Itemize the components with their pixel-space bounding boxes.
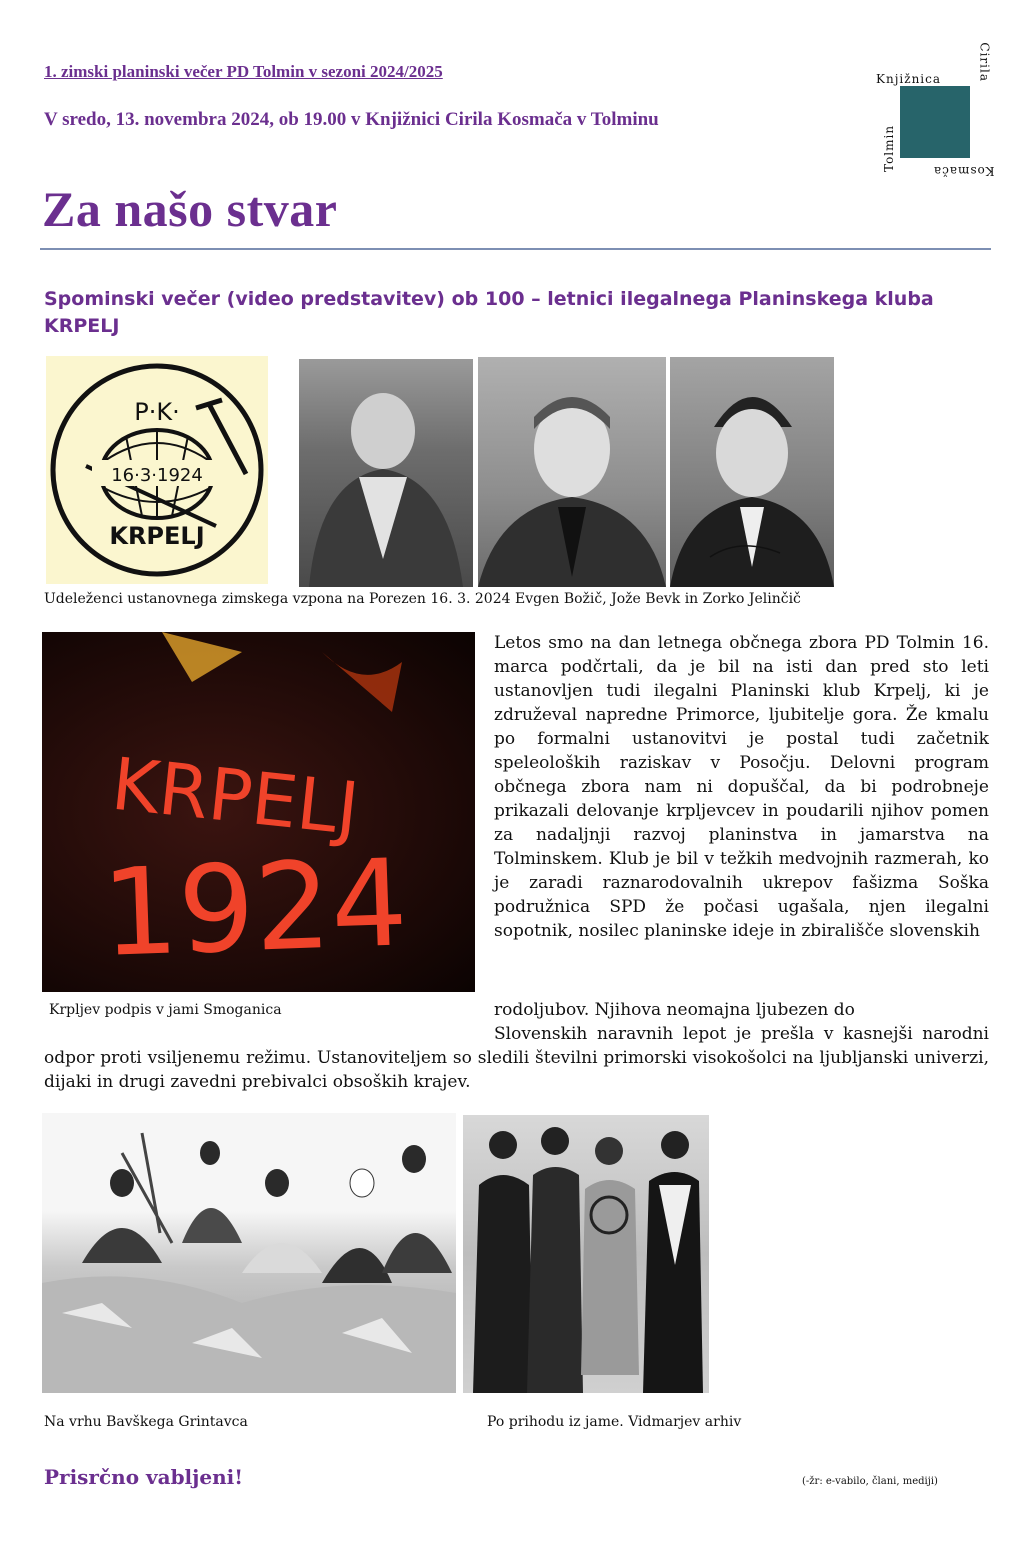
logo-word-right: Cirila — [978, 42, 992, 82]
logo-word-top: Knjižnica — [876, 72, 942, 86]
krpelj-badge-image — [46, 356, 268, 584]
portrait-photo-zorko-jelincic — [670, 357, 834, 587]
portrait-photo-joze-bevk — [478, 357, 666, 587]
portrait-photo-evgen-bozic — [299, 359, 473, 587]
article-column-last-line: rodoljubov. Njihova neomajna ljubezen do — [494, 1000, 855, 1020]
cave-inscription-photo — [42, 632, 475, 992]
caption-cave: Krpljev podpis v jami Smoganica — [49, 1002, 282, 1018]
inscription-line2: 1924 — [99, 834, 410, 984]
inscription-line1: KRPELJ — [107, 741, 363, 852]
logo-word-left: Tolmin — [882, 124, 896, 172]
logo-word-bottom: Kosmača — [932, 164, 994, 178]
subtitle: Spominski večer (video predstavitev) ob 100 – letnici ilegalnega Planinskega kluba KRPELJ — [44, 288, 934, 337]
badge-emblem — [46, 356, 268, 584]
portrait-silhouette — [299, 359, 473, 587]
caption-summit: Na vrhu Bavškega Grintavca — [44, 1414, 248, 1430]
source-note: (-žr: e-vabilo, člani, mediji) — [802, 1476, 938, 1487]
series-title: 1. zimski planinski večer PD Tolmin v sezoni 2024/2025 — [44, 62, 443, 81]
cave-inscription — [42, 632, 475, 992]
badge-initials: P·K· — [134, 398, 180, 426]
title-divider — [40, 248, 991, 250]
summit-group-photo — [42, 1113, 456, 1393]
logo-square — [900, 86, 970, 158]
caption-portraits: Udeleženci ustanovnega zimskega vzpona na Porezen 16. 3. 2024 Evgen Božič, Jože Bevk in Zorko Jelinčič — [44, 591, 801, 607]
library-logo — [876, 42, 994, 178]
cave-return-group-photo — [463, 1115, 709, 1393]
portrait-silhouette — [670, 357, 834, 587]
portrait-silhouette — [478, 357, 666, 587]
closing-invitation: Prisrčno vabljeni! — [44, 1465, 244, 1489]
badge-date: 16·3·1924 — [111, 465, 203, 486]
page-title: Za našo stvar — [42, 181, 338, 237]
summit-figures — [42, 1113, 456, 1393]
caption-return: Po prihodu iz jame. Vidmarjev arhiv — [487, 1414, 742, 1430]
event-date-location: V sredo, 13. novembra 2024, ob 19.00 v Knjižnici Cirila Kosmača v Tolminu — [44, 109, 659, 130]
badge-name: KRPELJ — [109, 522, 205, 550]
article-column: Letos smo na dan letnega občnega zbora PD Tolmin 16. marca podčrtali, da je bil na isti dan pred sto leti ustanovljen tudi ilegalni Planinski klub Krpelj, ki je združeval napredne Primorce, ljubitelje gora. Že kmalu po formalni ustanovitvi je postal tudi začetnik speleoloških raziskav v Posočju. Delovni program občnega zbora nam ni dopuščal, da bi podrobneje prikazali delovanje krpljevcev in poudarili njihov pomen za nadaljnji razvoj planinstva in jamarstva na Tolminskem. Klub je bil v težkih medvojnih razmerah, ko je zaradi raznarodovalnih ukrepov fašizma Soška podružnica SPD že počasi ugašala, njen ilegalni sopotnik, nosilec planinske ideje in zbirališče slovenskih — [494, 633, 989, 941]
cave-return-figures — [463, 1115, 709, 1393]
article-full-width: Slovenskih naravnih lepot je prešla v kasnejši narodni odpor proti vsiljenemu režimu. Ustanoviteljem so sledili številni primorski visokošolci na ljubljanski univerzi, dijaki in drugi zavedni prebivalci obsoških krajev. — [44, 1024, 989, 1092]
